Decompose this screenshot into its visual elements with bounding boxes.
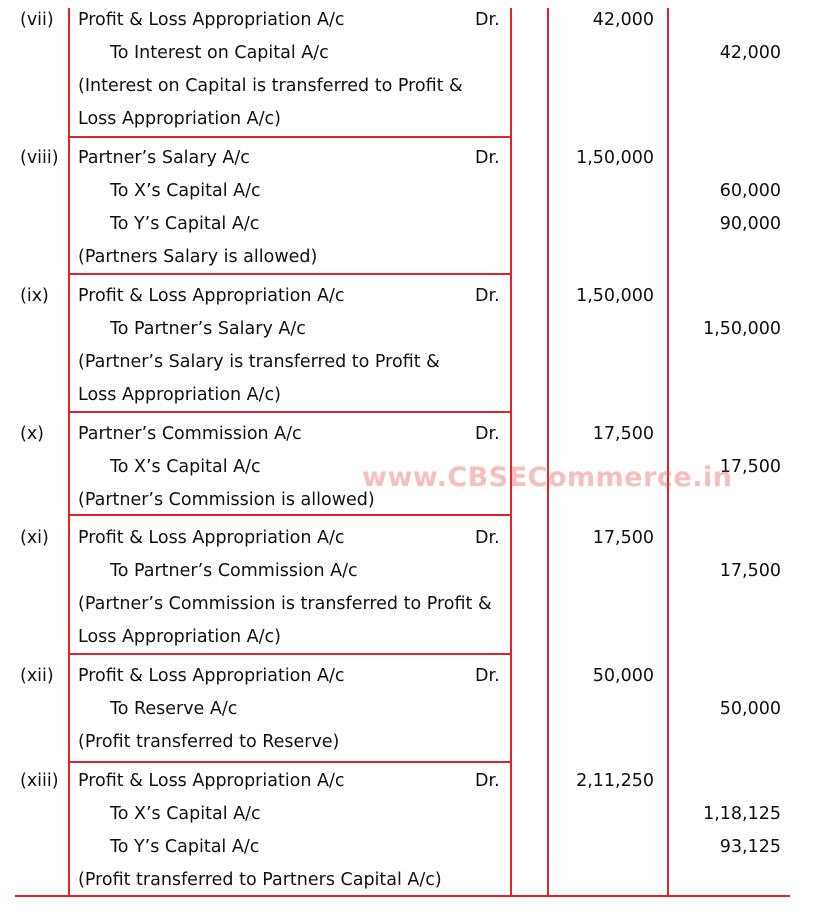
debit-account: Profit & Loss Appropriation A/c: [78, 286, 345, 306]
dr-marker: Dr.: [475, 10, 500, 30]
narration: (Partner’s Commission is transferred to Profit &: [78, 594, 492, 614]
debit-amount: 2,11,250: [576, 771, 654, 791]
entry-separator: [68, 273, 512, 275]
credit-amount: 17,500: [719, 457, 781, 477]
entry-number: (xii): [20, 666, 54, 686]
debit-amount: 50,000: [592, 666, 654, 686]
narration: Loss Appropriation A/c): [78, 109, 281, 129]
entry-number: (xi): [20, 528, 49, 548]
debit-amount: 42,000: [592, 10, 654, 30]
dr-marker: Dr.: [475, 286, 500, 306]
dr-marker: Dr.: [475, 666, 500, 686]
narration: Loss Appropriation A/c): [78, 627, 281, 647]
credit-amount: 90,000: [719, 214, 781, 234]
narration: (Partner’s Commission is allowed): [78, 490, 375, 510]
debit-account: Profit & Loss Appropriation A/c: [78, 771, 345, 791]
debit-account: Partner’s Salary A/c: [78, 148, 250, 168]
entry-separator: [68, 761, 512, 763]
entry-separator: [68, 653, 512, 655]
debit-amount: 1,50,000: [576, 148, 654, 168]
debit-account: Profit & Loss Appropriation A/c: [78, 10, 345, 30]
credit-account: To Y’s Capital A/c: [110, 837, 260, 857]
entry-number: (ix): [20, 286, 49, 306]
credit-amount: 42,000: [719, 43, 781, 63]
dr-marker: Dr.: [475, 424, 500, 444]
entry-number: (xiii): [20, 771, 59, 791]
debit-amount: 1,50,000: [576, 286, 654, 306]
credit-account: To Partner’s Salary A/c: [110, 319, 306, 339]
credit-amount: 1,50,000: [703, 319, 781, 339]
credit-account: To Interest on Capital A/c: [110, 43, 329, 63]
narration: (Interest on Capital is transferred to Profit &: [78, 76, 463, 96]
debit-amount: 17,500: [592, 528, 654, 548]
entry-separator: [68, 411, 512, 413]
debit-account: Partner’s Commission A/c: [78, 424, 302, 444]
credit-amount: 93,125: [719, 837, 781, 857]
column-rule-credit-left: [667, 8, 669, 896]
entry-separator: [68, 136, 512, 138]
narration: Loss Appropriation A/c): [78, 385, 281, 405]
entry-number: (x): [20, 424, 45, 444]
credit-amount: 1,18,125: [703, 804, 781, 824]
watermark: www.CBSECommerce.in: [362, 462, 733, 493]
credit-account: To X’s Capital A/c: [110, 804, 261, 824]
credit-account: To X’s Capital A/c: [110, 181, 261, 201]
credit-amount: 50,000: [719, 699, 781, 719]
dr-marker: Dr.: [475, 528, 500, 548]
credit-account: To Reserve A/c: [110, 699, 238, 719]
credit-amount: 17,500: [719, 561, 781, 581]
dr-marker: Dr.: [475, 148, 500, 168]
entry-number: (viii): [20, 148, 59, 168]
debit-account: Profit & Loss Appropriation A/c: [78, 666, 345, 686]
debit-account: Profit & Loss Appropriation A/c: [78, 528, 345, 548]
dr-marker: Dr.: [475, 771, 500, 791]
entry-separator: [68, 514, 512, 516]
narration: (Partners Salary is allowed): [78, 247, 318, 267]
narration: (Profit transferred to Partners Capital A/c): [78, 870, 442, 890]
column-rule-debit-left: [547, 8, 549, 896]
credit-account: To Partner’s Commission A/c: [110, 561, 358, 581]
credit-amount: 60,000: [719, 181, 781, 201]
bottom-rule: [15, 895, 790, 897]
credit-account: To X’s Capital A/c: [110, 457, 261, 477]
credit-account: To Y’s Capital A/c: [110, 214, 260, 234]
narration: (Profit transferred to Reserve): [78, 732, 340, 752]
debit-amount: 17,500: [592, 424, 654, 444]
entry-number: (vii): [20, 10, 54, 30]
narration: (Partner’s Salary is transferred to Profit &: [78, 352, 440, 372]
